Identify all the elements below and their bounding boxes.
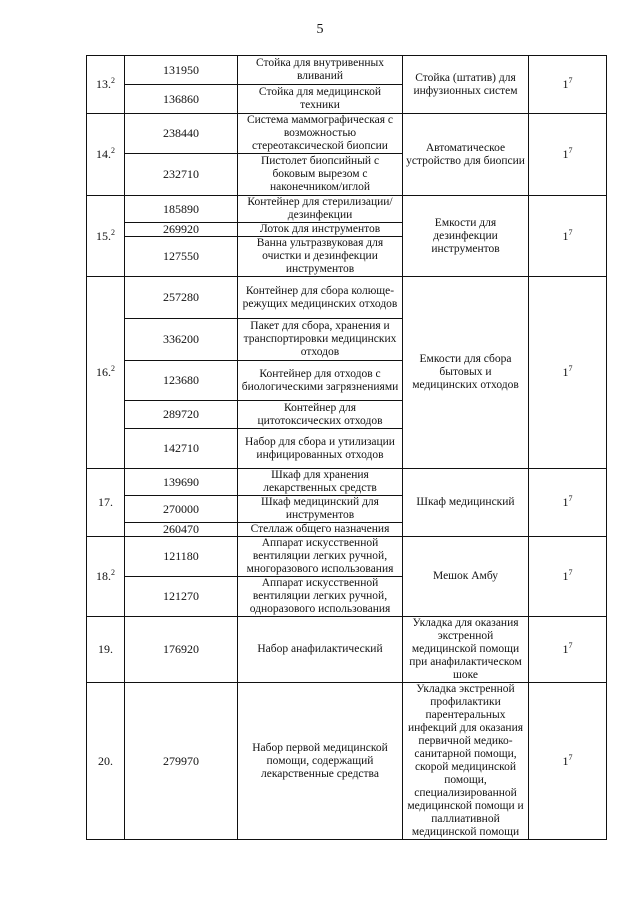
quantity-cell: $1^7$ bbox=[529, 277, 607, 469]
code-cell: 136860 bbox=[125, 85, 238, 114]
category-cell: Мешок Амбу bbox=[403, 537, 529, 617]
page-number: 5 bbox=[316, 22, 324, 37]
table-row bbox=[87, 196, 607, 223]
quantity-cell: $1^7$ bbox=[529, 469, 607, 537]
quantity-cell: $1^7$ bbox=[529, 683, 607, 840]
code-cell: 131950 bbox=[125, 56, 238, 85]
item-name-cell: Набор для сбора и утилизации инфицированных отходов bbox=[238, 429, 403, 469]
table-row bbox=[87, 56, 607, 85]
item-name-cell: Стойка для медицинской техники bbox=[238, 85, 403, 114]
item-name-cell: Контейнер для стерилизации/дезинфекции bbox=[238, 196, 403, 223]
equipment-table bbox=[86, 55, 607, 840]
row-number: 15.$^2$ bbox=[87, 196, 125, 277]
item-name-cell: Стеллаж общего назначения bbox=[238, 523, 403, 537]
table-row bbox=[87, 683, 607, 840]
category-cell: Укладка для оказания экстренной медицинской помощи при анафилактическом шоке bbox=[403, 617, 529, 683]
table-row bbox=[87, 114, 607, 154]
category-cell: Укладка экстренной профилактики парентеральных инфекций для оказания первичной медико-санитарной помощи, скорой медицинской помощи, специализированной медицинской помощи и паллиативной медицинской помощи bbox=[403, 683, 529, 840]
item-name-cell: Лоток для инструментов bbox=[238, 223, 403, 237]
row-number: 16.$^2$ bbox=[87, 277, 125, 469]
code-cell: 142710 bbox=[125, 429, 238, 469]
code-cell: 139690 bbox=[125, 469, 238, 496]
quantity-cell: $1^7$ bbox=[529, 617, 607, 683]
table-row bbox=[87, 277, 607, 319]
code-cell: 279970 bbox=[125, 683, 238, 840]
item-name-cell: Набор анафилактический bbox=[238, 617, 403, 683]
code-cell: 121180 bbox=[125, 537, 238, 577]
item-name-cell: Пакет для сбора, хранения и транспортировки медицинских отходов bbox=[238, 319, 403, 361]
item-name-cell: Аппарат искусственной вентиляции легких ручной, многоразового использования bbox=[238, 537, 403, 577]
item-name-cell: Контейнер для сбора колюще-режущих медицинских отходов bbox=[238, 277, 403, 319]
table-row bbox=[87, 469, 607, 496]
quantity-cell: $1^7$ bbox=[529, 196, 607, 277]
item-name-cell: Контейнер для цитотоксических отходов bbox=[238, 401, 403, 429]
row-number: 13.$^2$ bbox=[87, 56, 125, 114]
quantity-cell: $1^7$ bbox=[529, 56, 607, 114]
category-cell: Емкости для сбора бытовых и медицинских отходов bbox=[403, 277, 529, 469]
code-cell: 121270 bbox=[125, 577, 238, 617]
row-number: 17. bbox=[87, 469, 125, 537]
item-name-cell: Пистолет биопсийный с боковым вырезом с наконечником/иглой bbox=[238, 154, 403, 196]
item-name-cell: Система маммографическая с возможностью стереотаксической биопсии bbox=[238, 114, 403, 154]
code-cell: 176920 bbox=[125, 617, 238, 683]
code-cell: 336200 bbox=[125, 319, 238, 361]
row-number: 19. bbox=[87, 617, 125, 683]
item-name-cell: Ванна ультразвуковая для очистки и дезинфекции инструментов bbox=[238, 237, 403, 277]
code-cell: 185890 bbox=[125, 196, 238, 223]
category-cell: Емкости для дезинфекции инструментов bbox=[403, 196, 529, 277]
code-cell: 257280 bbox=[125, 277, 238, 319]
category-cell: Шкаф медицинский bbox=[403, 469, 529, 537]
code-cell: 289720 bbox=[125, 401, 238, 429]
code-cell: 232710 bbox=[125, 154, 238, 196]
quantity-cell: $1^7$ bbox=[529, 114, 607, 196]
item-name-cell: Аппарат искусственной вентиляции легких ручной, одноразового использования bbox=[238, 577, 403, 617]
code-cell: 238440 bbox=[125, 114, 238, 154]
quantity-cell: $1^7$ bbox=[529, 537, 607, 617]
row-number: 18.$^2$ bbox=[87, 537, 125, 617]
table-row bbox=[87, 617, 607, 683]
code-cell: 123680 bbox=[125, 361, 238, 401]
category-cell: Стойка (штатив) для инфузионных систем bbox=[403, 56, 529, 114]
row-number: 14.$^2$ bbox=[87, 114, 125, 196]
item-name-cell: Шкаф медицинский для инструментов bbox=[238, 496, 403, 523]
item-name-cell: Контейнер для отходов с биологическими загрязнениями bbox=[238, 361, 403, 401]
item-name-cell: Шкаф для хранения лекарственных средств bbox=[238, 469, 403, 496]
code-cell: 127550 bbox=[125, 237, 238, 277]
code-cell: 270000 bbox=[125, 496, 238, 523]
item-name-cell: Набор первой медицинской помощи, содержащий лекарственные средства bbox=[238, 683, 403, 840]
table-row bbox=[87, 537, 607, 577]
row-number: 20. bbox=[87, 683, 125, 840]
category-cell: Автоматическое устройство для биопсии bbox=[403, 114, 529, 196]
code-cell: 269920 bbox=[125, 223, 238, 237]
item-name-cell: Стойка для внутривенных вливаний bbox=[238, 56, 403, 85]
code-cell: 260470 bbox=[125, 523, 238, 537]
